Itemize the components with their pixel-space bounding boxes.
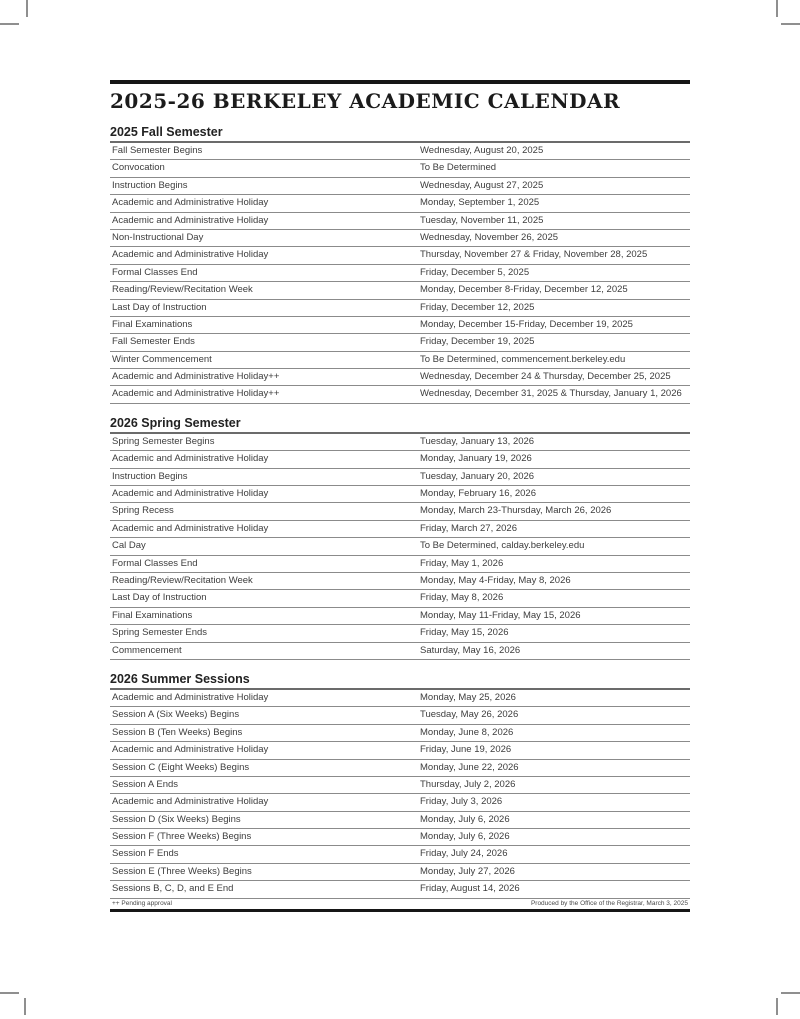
event-name: Reading/Review/Recitation Week xyxy=(112,574,253,586)
event-name: Session F Ends xyxy=(112,848,179,860)
calendar-row xyxy=(110,812,690,829)
calendar-row xyxy=(110,334,690,351)
section-heading: 2025 Fall Semester xyxy=(110,124,690,143)
calendar-row xyxy=(110,434,690,451)
event-name: Final Examinations xyxy=(112,318,193,330)
event-name: Final Examinations xyxy=(112,609,193,621)
event-date: Monday, September 1, 2025 xyxy=(420,197,540,209)
event-name: Academic and Administrative Holiday xyxy=(112,249,269,261)
event-date: Monday, January 19, 2026 xyxy=(420,453,532,465)
event-date: Monday, July 6, 2026 xyxy=(420,831,510,843)
calendar-row xyxy=(110,178,690,195)
event-date: Tuesday, May 26, 2026 xyxy=(420,709,519,721)
event-date: Monday, May 11-Friday, May 15, 2026 xyxy=(420,609,581,621)
event-date: Tuesday, January 13, 2026 xyxy=(420,435,535,447)
calendar-row xyxy=(110,538,690,555)
event-date: Monday, July 6, 2026 xyxy=(420,813,510,825)
event-name: Convocation xyxy=(112,162,165,174)
calendar-sections xyxy=(110,124,690,899)
calendar-row xyxy=(110,486,690,503)
event-date: Friday, December 12, 2025 xyxy=(420,301,535,313)
footnote-produced-by: Produced by the Office of the Registrar, March 3, 2025 xyxy=(530,899,688,907)
calendar-row xyxy=(110,608,690,625)
event-date: Friday, December 5, 2025 xyxy=(420,266,530,278)
calendar-row xyxy=(110,230,690,247)
section-heading: 2026 Summer Sessions xyxy=(110,671,690,690)
calendar-row xyxy=(110,300,690,317)
calendar-row xyxy=(110,590,690,607)
event-name: Session A (Six Weeks) Begins xyxy=(112,709,240,721)
crop-mark-bottom-right-vertical xyxy=(776,998,778,1015)
event-name: Academic and Administrative Holiday xyxy=(112,488,269,500)
event-date: Friday, July 24, 2026 xyxy=(420,848,508,860)
event-date: Monday, December 8-Friday, December 12, 2025 xyxy=(420,284,628,296)
event-name: Reading/Review/Recitation Week xyxy=(112,284,253,296)
calendar-section xyxy=(110,124,690,404)
calendar-row xyxy=(110,777,690,794)
event-name: Formal Classes End xyxy=(112,266,198,278)
calendar-row xyxy=(110,247,690,264)
calendar-row xyxy=(110,864,690,881)
calendar-row xyxy=(110,881,690,898)
calendar-row xyxy=(110,503,690,520)
event-name: Academic and Administrative Holiday xyxy=(112,796,269,808)
event-name: Formal Classes End xyxy=(112,557,198,569)
section-heading: 2026 Spring Semester xyxy=(110,415,690,434)
event-name: Session B (Ten Weeks) Begins xyxy=(112,726,243,738)
event-name: Academic and Administrative Holiday++ xyxy=(112,371,280,383)
event-date: Thursday, July 2, 2026 xyxy=(420,778,516,790)
event-name: Academic and Administrative Holiday xyxy=(112,691,269,703)
calendar-row xyxy=(110,573,690,590)
calendar-row xyxy=(110,265,690,282)
event-date: Wednesday, August 20, 2025 xyxy=(420,145,544,156)
calendar-row xyxy=(110,829,690,846)
event-date: Monday, May 25, 2026 xyxy=(420,691,516,703)
crop-mark-top-left-horizontal xyxy=(0,23,19,25)
event-date: Friday, May 15, 2026 xyxy=(420,627,509,639)
event-name: Last Day of Instruction xyxy=(112,592,207,604)
calendar-row xyxy=(110,469,690,486)
event-date: Wednesday, December 31, 2025 & Thursday, January 1, 2026 xyxy=(420,388,682,400)
calendar-row xyxy=(110,521,690,538)
event-date: Monday, July 27, 2026 xyxy=(420,865,515,877)
event-date: Saturday, May 16, 2026 xyxy=(420,644,521,656)
calendar-row xyxy=(110,160,690,177)
event-name: Spring Semester Begins xyxy=(112,435,215,447)
calendar-row xyxy=(110,556,690,573)
calendar-row xyxy=(110,760,690,777)
event-date: Friday, June 19, 2026 xyxy=(420,744,512,756)
event-date: To Be Determined xyxy=(420,162,497,174)
event-name: Fall Semester Begins xyxy=(112,145,203,156)
calendar-row xyxy=(110,725,690,742)
event-date: Friday, August 14, 2026 xyxy=(420,883,520,895)
calendar-row xyxy=(110,282,690,299)
calendar-row xyxy=(110,742,690,759)
event-name: Fall Semester Ends xyxy=(112,336,195,348)
event-name: Spring Semester Ends xyxy=(112,627,208,639)
calendar-row xyxy=(110,690,690,707)
event-name: Academic and Administrative Holiday xyxy=(112,453,269,465)
event-name: Commencement xyxy=(112,644,182,656)
event-name: Session C (Eight Weeks) Begins xyxy=(112,761,250,773)
calendar-row xyxy=(110,846,690,863)
event-name: Session D (Six Weeks) Begins xyxy=(112,813,241,825)
footnote-pending-approval: ++ Pending approval xyxy=(112,899,172,907)
crop-mark-top-left-vertical xyxy=(26,0,28,17)
event-name: Academic and Administrative Holiday xyxy=(112,522,269,534)
crop-mark-top-right-vertical xyxy=(776,0,778,17)
calendar-row xyxy=(110,451,690,468)
event-date: Wednesday, November 26, 2025 xyxy=(420,231,559,243)
event-name: Last Day of Instruction xyxy=(112,301,207,313)
calendar-row xyxy=(110,317,690,334)
calendar-row xyxy=(110,707,690,724)
event-date: Friday, July 3, 2026 xyxy=(420,796,503,808)
page-title: 2025-26 BERKELEY ACADEMIC CALENDAR xyxy=(110,89,621,113)
event-date: Monday, June 22, 2026 xyxy=(420,761,519,773)
event-name: Instruction Begins xyxy=(112,179,188,191)
calendar-section xyxy=(110,415,690,660)
event-name: Winter Commencement xyxy=(112,353,212,365)
event-name: Cal Day xyxy=(112,540,146,552)
event-name: Sessions B, C, D, and E End xyxy=(112,883,234,895)
event-name: Non-Instructional Day xyxy=(112,231,204,243)
event-name: Academic and Administrative Holiday++ xyxy=(112,388,280,400)
event-date: Thursday, November 27 & Friday, November 28, 2025 xyxy=(420,249,648,261)
event-date: Monday, February 16, 2026 xyxy=(420,488,537,500)
event-name: Instruction Begins xyxy=(112,470,188,482)
crop-mark-bottom-right-horizontal xyxy=(781,992,800,994)
event-name: Session F (Three Weeks) Begins xyxy=(112,831,252,843)
crop-mark-top-right-horizontal xyxy=(781,23,800,25)
event-date: To Be Determined, commencement.berkeley.edu xyxy=(420,353,626,365)
event-date: Monday, May 4-Friday, May 8, 2026 xyxy=(420,574,571,586)
calendar-row xyxy=(110,369,690,386)
event-name: Session A Ends xyxy=(112,778,179,790)
event-name: Spring Recess xyxy=(112,505,174,517)
event-date: Monday, June 8, 2026 xyxy=(420,726,514,738)
event-date: Friday, May 8, 2026 xyxy=(420,592,504,604)
event-date: Friday, May 1, 2026 xyxy=(420,557,504,569)
calendar-row xyxy=(110,386,690,403)
calendar-row xyxy=(110,143,690,160)
event-name: Academic and Administrative Holiday xyxy=(112,744,269,756)
calendar-row xyxy=(110,195,690,212)
event-name: Session E (Three Weeks) Begins xyxy=(112,865,252,877)
event-name: Academic and Administrative Holiday xyxy=(112,197,269,209)
footer xyxy=(110,899,690,908)
event-date: Tuesday, November 11, 2025 xyxy=(420,214,544,226)
calendar-row xyxy=(110,352,690,369)
event-date: Tuesday, January 20, 2026 xyxy=(420,470,535,482)
event-name: Academic and Administrative Holiday xyxy=(112,214,269,226)
calendar-row xyxy=(110,213,690,230)
event-date: Monday, March 23-Thursday, March 26, 2026 xyxy=(420,505,612,517)
crop-mark-bottom-left-horizontal xyxy=(0,992,19,994)
event-date: Monday, December 15-Friday, December 19, 2025 xyxy=(420,318,633,330)
event-date: Friday, December 19, 2025 xyxy=(420,336,535,348)
calendar-section xyxy=(110,671,690,899)
event-date: Friday, March 27, 2026 xyxy=(420,522,517,534)
crop-mark-bottom-left-vertical xyxy=(24,998,26,1015)
event-date: Wednesday, August 27, 2025 xyxy=(420,179,544,191)
calendar-row xyxy=(110,625,690,642)
calendar-row xyxy=(110,643,690,660)
calendar-document xyxy=(110,80,690,912)
event-date: Wednesday, December 24 & Thursday, December 25, 2025 xyxy=(420,371,671,383)
footer-rule xyxy=(110,909,690,912)
title-rule xyxy=(110,80,690,84)
event-date: To Be Determined, calday.berkeley.edu xyxy=(420,540,585,552)
calendar-row xyxy=(110,794,690,811)
